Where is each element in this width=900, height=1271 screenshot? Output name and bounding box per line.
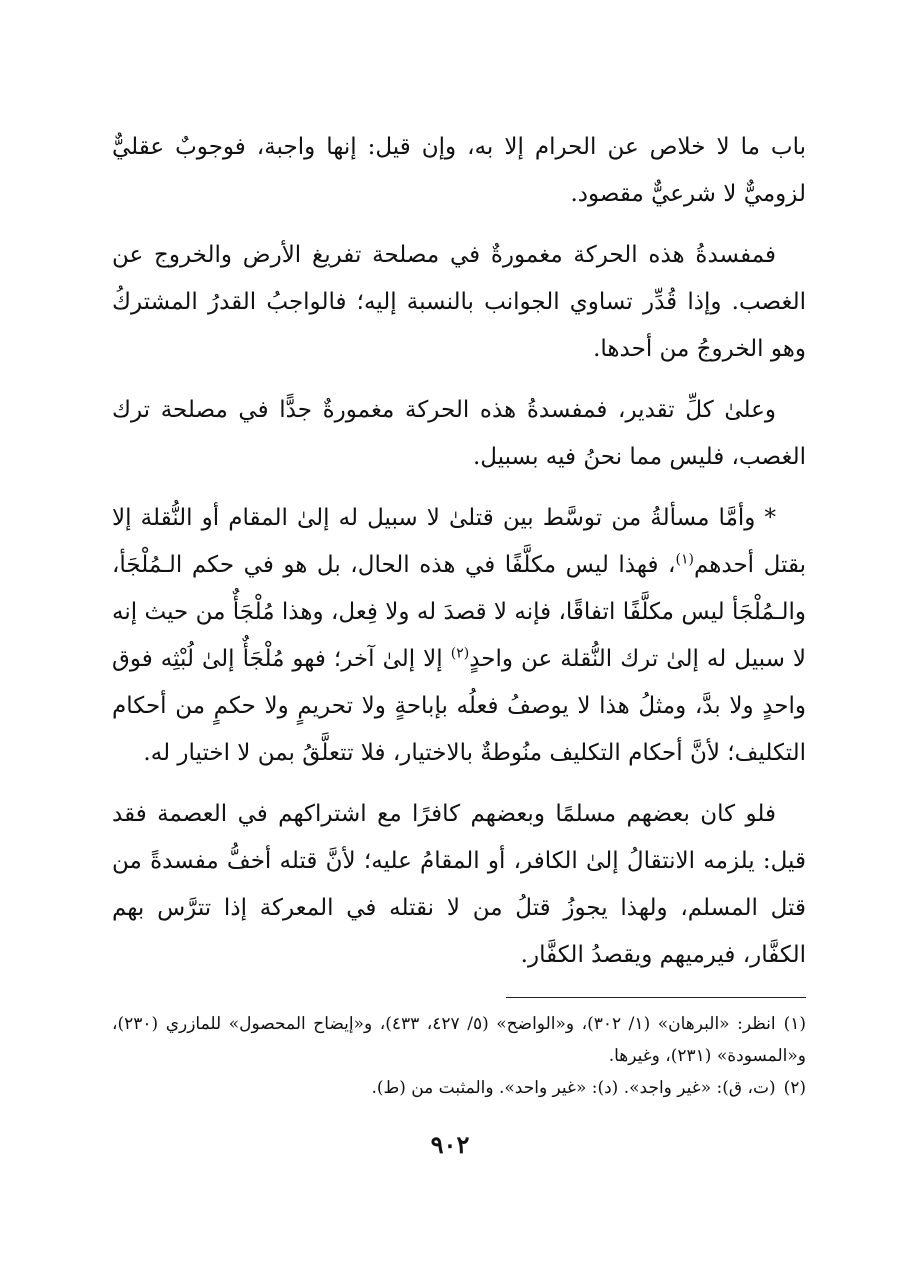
page-body bbox=[112, 124, 806, 993]
footnote-ref-1: (١) bbox=[675, 551, 694, 568]
footnote-1 bbox=[112, 1008, 806, 1072]
paragraph-1: باب ما لا خلاص عن الحرام إلا به، وإن قيل: إنها واجبة، فوجوبٌ عقليٌّ لزوميٌّ لا شرعيٌّ مقصود. bbox=[112, 134, 806, 207]
paragraph-5: فلو كان بعضهم مسلمًا وبعضهم كافرًا مع اشتراكهم في العصمة فقد قيل: يلزمه الانتقالُ إلىٰ الكافر، أو المقامُ عليه؛ لأنَّ قتله أخفُّ مفسدةً من قتل المسلم، ولهذا يجوزُ قتلُ من لا نقتله في المعركة إذا تترَّس بهم الكفَّار، فيرميهم ويقصدُ الكفَّار. bbox=[112, 801, 806, 968]
footnote-2-text: (ت، ق): «غير واجد». (د): «غير واحد». والمثبت من (ط). bbox=[371, 1078, 776, 1098]
footnotes bbox=[112, 1008, 806, 1104]
page-number: ٩٠٢ bbox=[430, 1130, 470, 1159]
footnote-ref-2: (٢) bbox=[450, 645, 470, 662]
footnote-1-number: (١) bbox=[783, 1014, 807, 1034]
footnote-divider bbox=[506, 997, 806, 998]
footnote-1-text: انظر: «البرهان» (١/ ٣٠٢)، و«الواضح» (٥/ ٤٢٧، ٤٣٣)، و«إيضاح المحصول» للمازري (٢٣٠)، و«المسودة» (٢٣١)، وغيرها. bbox=[112, 1014, 806, 1066]
paragraph-4 bbox=[112, 495, 806, 777]
paragraph-4-text-c: إلا إلىٰ آخر؛ فهو مُلْجَأٌ إلىٰ لُبْثِه فوق واحدٍ ولا بدَّ، ومثلُ هذا لا يوصفُ فعلُه بإباحةٍ ولا تحريمٍ ولا حكمٍ من أحكام التكليف؛ لأنَّ أحكام التكليف منُوطةٌ بالاختيار، فلا تتعلَّقُ بمن لا اختيار له. bbox=[112, 646, 806, 766]
footnote-2 bbox=[112, 1072, 806, 1104]
paragraph-4-text-b: ، فهذا ليس مكلَّفًا في هذه الحال، بل هو في حكم الـمُلْجَأ، والـمُلْجَأ ليس مكلَّفًا اتفاقًا، فإنه لا قصدَ له ولا فِعل، وهذا مُلْجَأٌ من حيث إنه لا سبيل له إلىٰ ترك النُّقلة عن واحدٍ bbox=[112, 552, 806, 672]
paragraph-4-text-a: * وأمَّا مسألةُ من توسَّط بين قتلىٰ لا سبيل له إلىٰ المقام أو النُّقلة إلا بقتل أحدهم bbox=[112, 505, 807, 578]
paragraph-3: وعلىٰ كلِّ تقدير، فمفسدةُ هذه الحركة مغمورةٌ جدًّا في مصلحة ترك الغصب، فليس مما نحنُ فيه بسبيل. bbox=[112, 397, 806, 470]
footnote-2-number: (٢) bbox=[783, 1078, 806, 1098]
paragraph-2: فمفسدةُ هذه الحركة مغمورةٌ في مصلحة تفريغ الأرض والخروج عن الغصب. وإذا قُدِّر تساوي الجوانب بالنسبة إليه؛ فالواجبُ القدرُ المشتركُ وهو الخروجُ من أحدها. bbox=[112, 242, 806, 362]
